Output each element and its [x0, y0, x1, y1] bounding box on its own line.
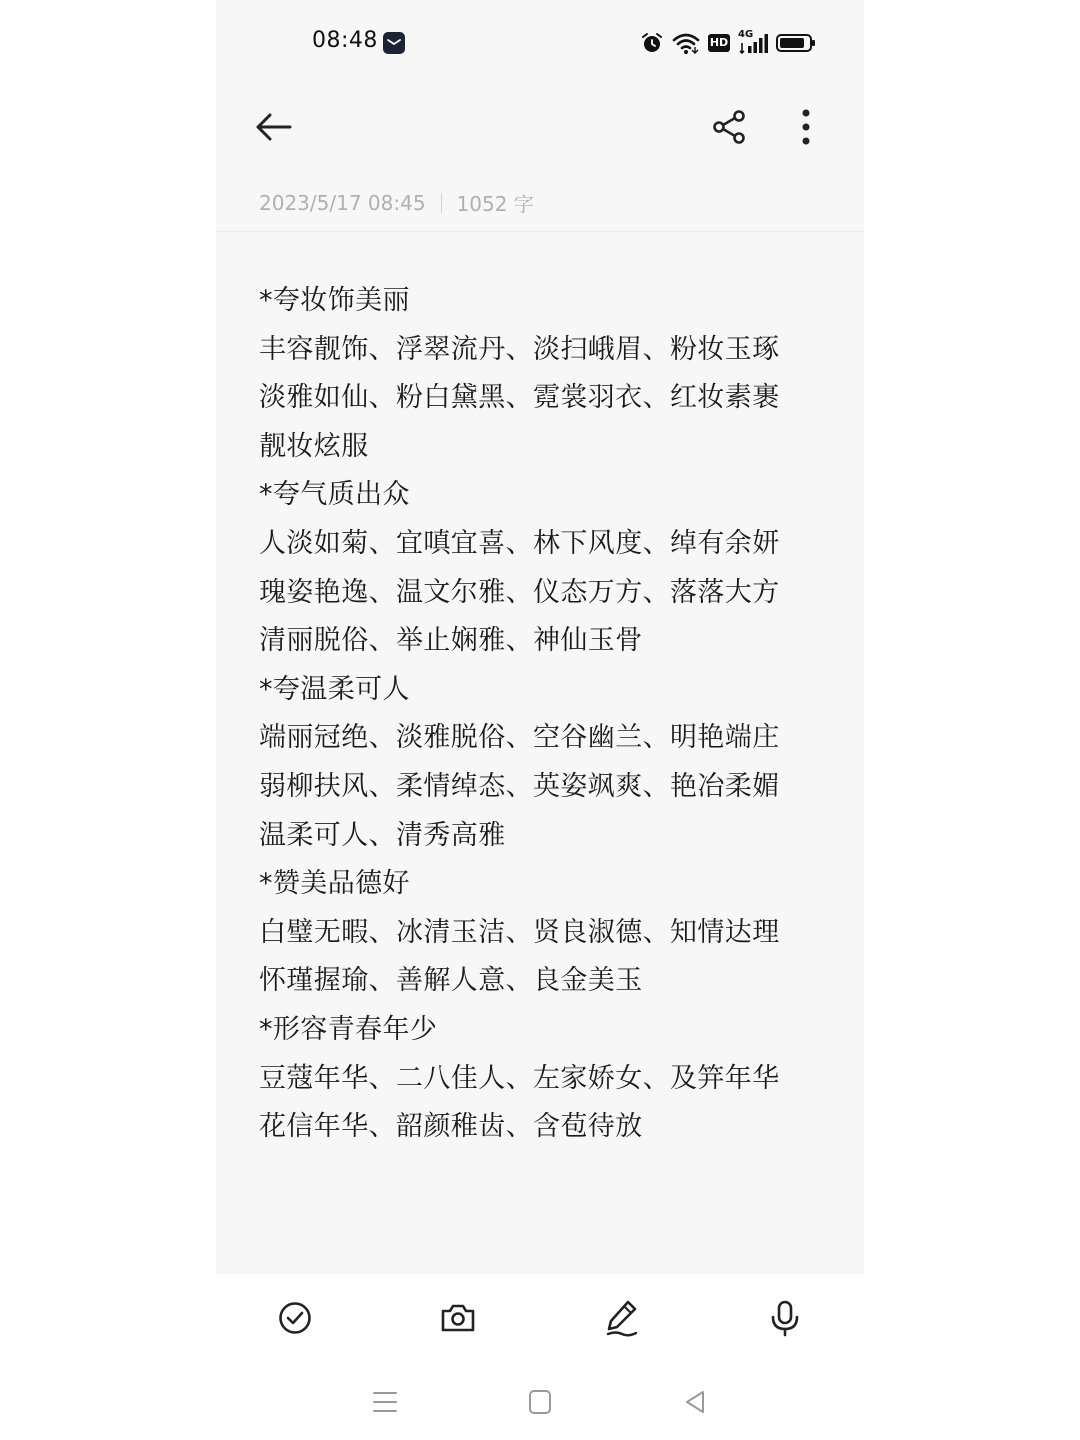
note-line: 花信年华、韶颜稚齿、含苞待放: [259, 1111, 643, 1143]
voice-input-button[interactable]: [765, 1298, 805, 1338]
alarm-icon: [640, 31, 664, 55]
back-button[interactable]: [252, 108, 296, 146]
camera-icon: [438, 1298, 478, 1338]
note-line: 瑰姿艳逸、温文尔雅、仪态万方、落落大方: [259, 576, 780, 608]
back-arrow-icon: [252, 108, 296, 146]
battery-icon: [776, 33, 816, 53]
note-line: *赞美品德好: [259, 868, 410, 900]
message-icon: [383, 32, 405, 54]
note-line: 靓妆炫服: [259, 430, 369, 462]
note-line: 弱柳扶风、柔情绰态、英姿飒爽、艳冶柔媚: [259, 770, 780, 802]
note-date: 2023/5/17 08:45: [259, 190, 426, 215]
note-page: [216, 0, 864, 1274]
note-word-count: 1052 字: [456, 192, 534, 216]
note-line: *夸妆饰美丽: [259, 285, 410, 316]
checklist-icon: [275, 1298, 315, 1338]
note-content[interactable]: [259, 277, 829, 1152]
app-bar: [216, 96, 864, 158]
note-line: 豆蔻年华、二八佳人、左家娇女、及笄年华: [259, 1062, 780, 1094]
share-icon: [710, 108, 748, 146]
status-time: 08:48: [312, 28, 378, 53]
note-line: 丰容靓饰、浮翠流丹、淡扫峨眉、粉妆玉琢: [259, 333, 780, 365]
home-square-icon: [524, 1386, 556, 1418]
signal-4g-icon: [738, 31, 768, 55]
camera-button[interactable]: [438, 1298, 478, 1338]
home-button[interactable]: [524, 1386, 556, 1418]
status-bar: [216, 0, 864, 86]
hd-icon: [708, 34, 730, 52]
hd-label: HD: [709, 36, 729, 49]
share-button[interactable]: [710, 108, 748, 146]
note-line: 温柔可人、清秀高雅: [259, 819, 506, 851]
menu-icon: [369, 1386, 401, 1418]
wifi-icon: [672, 31, 700, 55]
recents-button[interactable]: [369, 1386, 401, 1418]
network-type-label: 4G: [738, 29, 754, 40]
note-line: 人淡如菊、宜嗔宜喜、林下风度、绰有余妍: [259, 527, 780, 559]
note-line: 清丽脱俗、举止娴雅、神仙玉骨: [259, 625, 643, 657]
note-line: 怀瑾握瑜、善解人意、良金美玉: [259, 965, 643, 997]
note-line: 端丽冠绝、淡雅脱俗、空谷幽兰、明艳端庄: [259, 722, 780, 754]
system-nav-bar: [216, 1364, 864, 1440]
microphone-icon: [765, 1298, 805, 1338]
header-divider: [216, 231, 864, 232]
meta-divider: [441, 193, 442, 213]
note-line: *夸温柔可人: [259, 673, 410, 705]
system-back-button[interactable]: [679, 1386, 711, 1418]
more-vertical-icon: [792, 106, 820, 148]
note-line: *夸气质出众: [259, 479, 410, 511]
note-line: 淡雅如仙、粉白黛黑、霓裳羽衣、红妆素裹: [259, 382, 780, 414]
edit-toolbar: [216, 1274, 864, 1364]
status-icons: [640, 28, 816, 58]
back-triangle-icon: [679, 1386, 711, 1418]
more-options-button[interactable]: [792, 106, 820, 148]
handwriting-pen-icon: [602, 1298, 642, 1338]
note-line: *形容青春年少: [259, 1013, 438, 1045]
note-line: 白璧无暇、冰清玉洁、贤良淑德、知情达理: [259, 916, 780, 948]
checklist-button[interactable]: [275, 1298, 315, 1338]
handwriting-button[interactable]: [602, 1298, 642, 1338]
note-screen: [216, 0, 864, 1440]
note-meta: [259, 188, 534, 217]
